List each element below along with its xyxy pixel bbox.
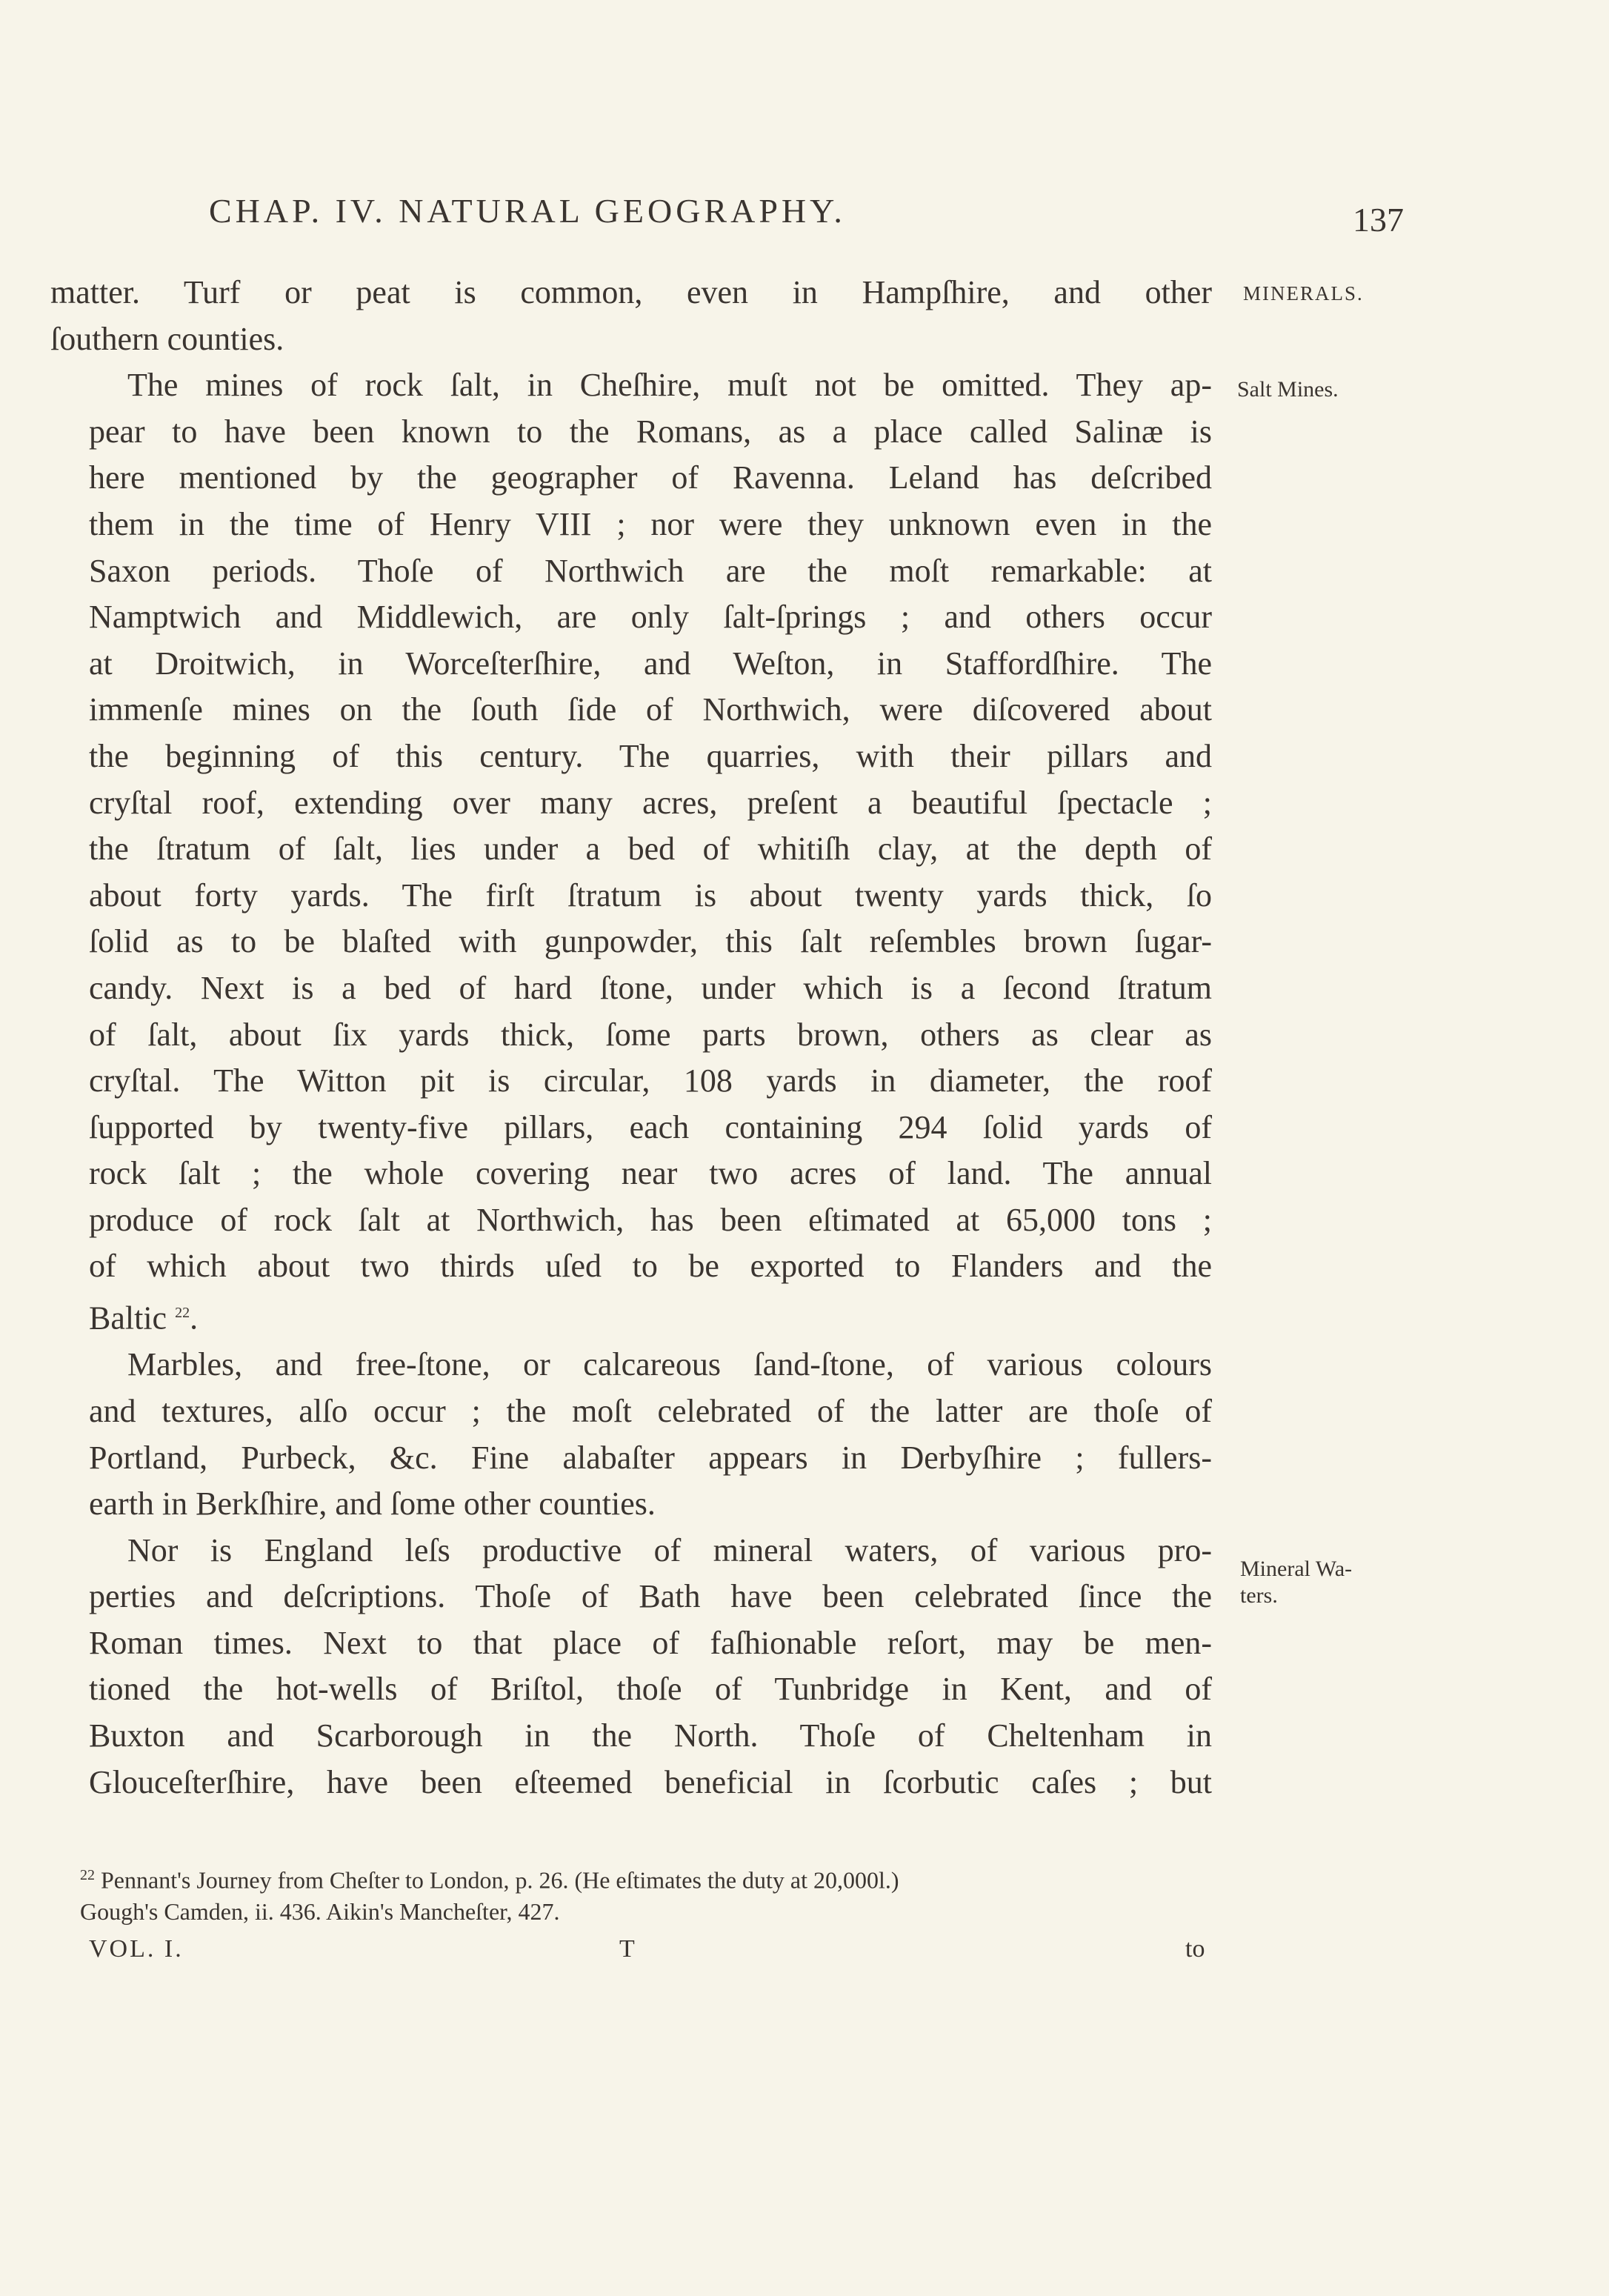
text-line: rock ſalt ; the whole covering near two acres of land. The annual	[89, 1155, 1212, 1192]
paragraph-4	[50, 1528, 1212, 1806]
text-line: Namptwich and Middlewich, are only ſalt-ſprings ; and others occur	[89, 599, 1212, 636]
text-line: here mentioned by the geographer of Ravenna. Leland has deſcribed	[89, 459, 1212, 496]
text-line-words: Baltic	[89, 1300, 167, 1337]
signature-letter: T	[619, 1935, 635, 1963]
catchword: to	[1185, 1935, 1205, 1963]
text-line: Marbles, and free-ſtone, or calcareous ſand-ſtone, of various colours	[127, 1346, 1212, 1383]
text-line: Glouceſterſhire, have been eſteemed beneficial in ſcorbutic caſes ; but	[89, 1763, 1212, 1800]
text-line: Nor is England leſs productive of mineral waters, of various pro-	[127, 1531, 1212, 1568]
margin-note-mineral-waters-line1: Mineral Wa-	[1240, 1557, 1353, 1581]
text-line: ſupported by twenty-five pillars, each containing 294 ſolid yards of	[89, 1108, 1212, 1145]
text-line: Portland, Purbeck, &c. Fine alabaſter appears in Derbyſhire ; fullers-	[89, 1439, 1212, 1476]
paragraph-2	[50, 362, 1212, 1342]
paragraph-3	[50, 1342, 1212, 1527]
text-line: Baltic $^{22}$.	[89, 1300, 199, 1337]
text-line: at Droitwich, in Worceſterſhire, and Weſton, in Staffordſhire. The	[89, 645, 1212, 682]
text-line: matter. Turf or peat is common, even in Hampſhire, and other	[50, 274, 1212, 310]
volume-mark: VOL. I.	[89, 1935, 184, 1963]
text-line: Buxton and Scarborough in the North. Thoſe of Cheltenham in	[89, 1717, 1212, 1754]
text-line: about forty yards. The firſt ſtratum is about twenty yards thick, ſo	[89, 876, 1212, 914]
footnote	[80, 1860, 1221, 1927]
margin-note-minerals: MINERALS.	[1243, 282, 1364, 305]
footnote-text-1: Pennant's Journey from Cheſter to London, p. 26. (He eſtimates the duty at 20,000l.)	[101, 1866, 899, 1894]
text-line: Saxon periods. Thoſe of Northwich are the moſt remarkable: at	[89, 552, 1212, 589]
text-line: them in the time of Henry VIII ; nor were they unknown even in the	[89, 505, 1212, 542]
paragraph-1	[50, 270, 1212, 362]
text-line: produce of rock ſalt at Northwich, has been eſtimated at 65,000 tons ;	[89, 1201, 1212, 1238]
body-text	[50, 270, 1212, 1806]
text-line: The mines of rock ſalt, in Cheſhire, muſt not be omitted. They ap-	[127, 367, 1212, 404]
running-header: CHAP. IV. NATURAL GEOGRAPHY.	[209, 192, 846, 230]
text-line: tioned the hot-wells of Briſtol, thoſe of Tunbridge in Kent, and of	[89, 1671, 1212, 1708]
text-line: ſolid as to be blaſted with gunpowder, this ſalt reſembles brown ſugar-	[89, 923, 1212, 960]
margin-note-salt-mines: Salt Mines.	[1237, 377, 1339, 402]
margin-note-mineral-waters	[1240, 1556, 1352, 1609]
text-line: perties and deſcriptions. Thoſe of Bath have been celebrated ſince the	[89, 1578, 1212, 1615]
text-line: of ſalt, about ſix yards thick, ſome parts brown, others as clear as	[89, 1016, 1212, 1053]
text-line: the beginning of this century. The quarries, with their pillars and	[89, 737, 1212, 774]
footnote-mark: 22	[80, 1867, 95, 1883]
footnote-line-1	[80, 1860, 1221, 1896]
text-line: cryſtal roof, extending over many acres, preſent a beautiful ſpectacle ;	[89, 784, 1212, 821]
text-line: Roman times. Next to that place of faſhionable reſort, may be men-	[89, 1624, 1212, 1661]
text-line: pear to have been known to the Romans, as a place called Salinæ is	[89, 413, 1212, 450]
text-line: and textures, alſo occur ; the moſt celebrated of the latter are thoſe of	[89, 1392, 1212, 1429]
text-line: candy. Next is a bed of hard ſtone, under which is a ſecond ſtratum	[89, 969, 1212, 1006]
footnote-line-2: Gough's Camden, ii. 436. Aikin's Mancheſter, 427.	[80, 1897, 560, 1925]
margin-note-mineral-waters-line2: ters.	[1240, 1583, 1278, 1608]
text-line: the ſtratum of ſalt, lies under a bed of whitiſh clay, at the depth of	[89, 831, 1212, 868]
text-line: of which about two thirds uſed to be exported to Flanders and the	[89, 1248, 1212, 1285]
text-line: cryſtal. The Witton pit is circular, 108 yards in diameter, the roof	[89, 1062, 1212, 1099]
page-number: 137	[1353, 201, 1404, 239]
footnote-reference: 22	[175, 1305, 190, 1322]
text-line: immenſe mines on the ſouth ſide of Northwich, were diſcovered about	[89, 691, 1212, 728]
text-line: earth in Berkſhire, and ſome other counties.	[89, 1485, 656, 1523]
text-line: ſouthern counties.	[50, 320, 284, 357]
